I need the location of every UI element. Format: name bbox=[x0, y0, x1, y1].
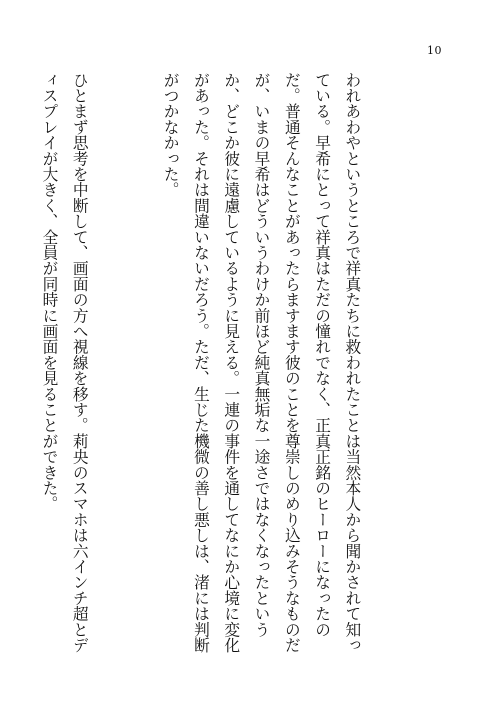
paragraph: ひとまず思考を中断して、画面の方へ視線を移す。莉央のスマホは六インチ超とディスプレイが大きく、全員が同時に画面を見ることができた。 bbox=[40, 72, 90, 653]
paragraph: われあわやというところで祥真たちに救われたことは当然本人から聞かされて知っている。早希にとって祥真はただの憧れでなく、正真正銘のヒーローになったのだ。普通そんなことがあったらますます彼のことを尊崇しのめり込みそうなものだが、いまの早希はどういうわけか前ほど純真無垢な一途さではなくなったというか、どこか彼に遠慮しているように見える。一連の事件を通してなにか心境に変化があった。それは間違いないだろう。ただ、生じた機微の善し悪しは、渚には判断がつかなかった。 bbox=[161, 72, 363, 653]
page-number: 10 bbox=[427, 44, 442, 57]
body-text bbox=[40, 72, 428, 660]
